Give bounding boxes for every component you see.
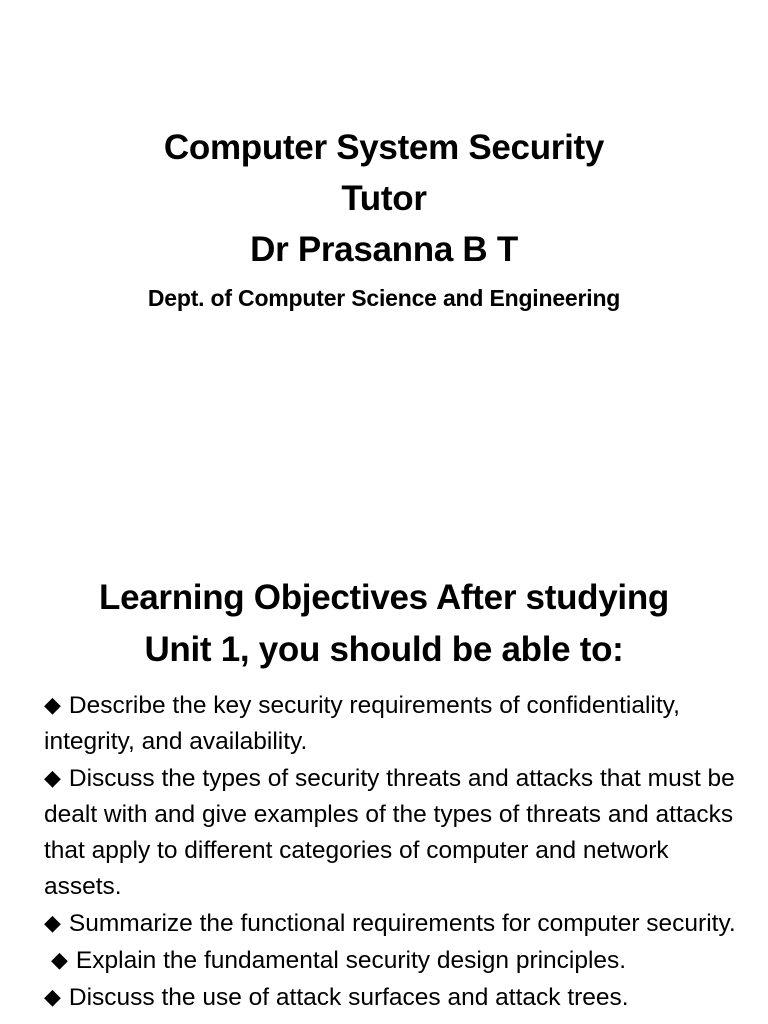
objective-text: Discuss the use of attack surfaces and attack trees. — [68, 984, 629, 1011]
tutor-name: Dr Prasanna B T — [250, 230, 518, 269]
objective-item — [44, 942, 738, 979]
objective-item — [44, 979, 738, 1016]
diamond-icon: ◆ — [44, 910, 61, 935]
objectives-heading — [20, 572, 748, 676]
objectives-list — [44, 687, 738, 1016]
course-title: Computer System Security — [163, 128, 605, 167]
tutor-label: Tutor — [341, 179, 427, 218]
objectives-heading-line-2: Unit 1, you should be able to: — [144, 630, 624, 669]
diamond-icon: ◆ — [44, 692, 61, 717]
diamond-icon: ◆ — [44, 765, 61, 790]
title-block — [0, 122, 768, 315]
objectives-slide — [0, 520, 768, 1024]
objective-text: Explain the fundamental security design principles. — [75, 947, 627, 974]
objective-text: Discuss the types of security threats and attacks that must be dealt with and give examples of the types of threats and attacks that apply to different categories of computer and network assets. — [44, 765, 735, 900]
objective-text: Describe the key security requirements of confidentiality, integrity, and availability. — [44, 692, 680, 755]
department-name: Dept. of Computer Science and Engineering — [147, 285, 621, 311]
diamond-icon: ◆ — [44, 984, 61, 1009]
objective-item — [44, 687, 738, 760]
objective-text: Summarize the functional requirements for computer security. — [68, 910, 736, 937]
objectives-heading-line-1: Learning Objectives After studying — [98, 578, 669, 617]
objective-item — [44, 905, 738, 942]
diamond-icon: ◆ — [51, 947, 68, 972]
objective-item — [44, 760, 738, 905]
